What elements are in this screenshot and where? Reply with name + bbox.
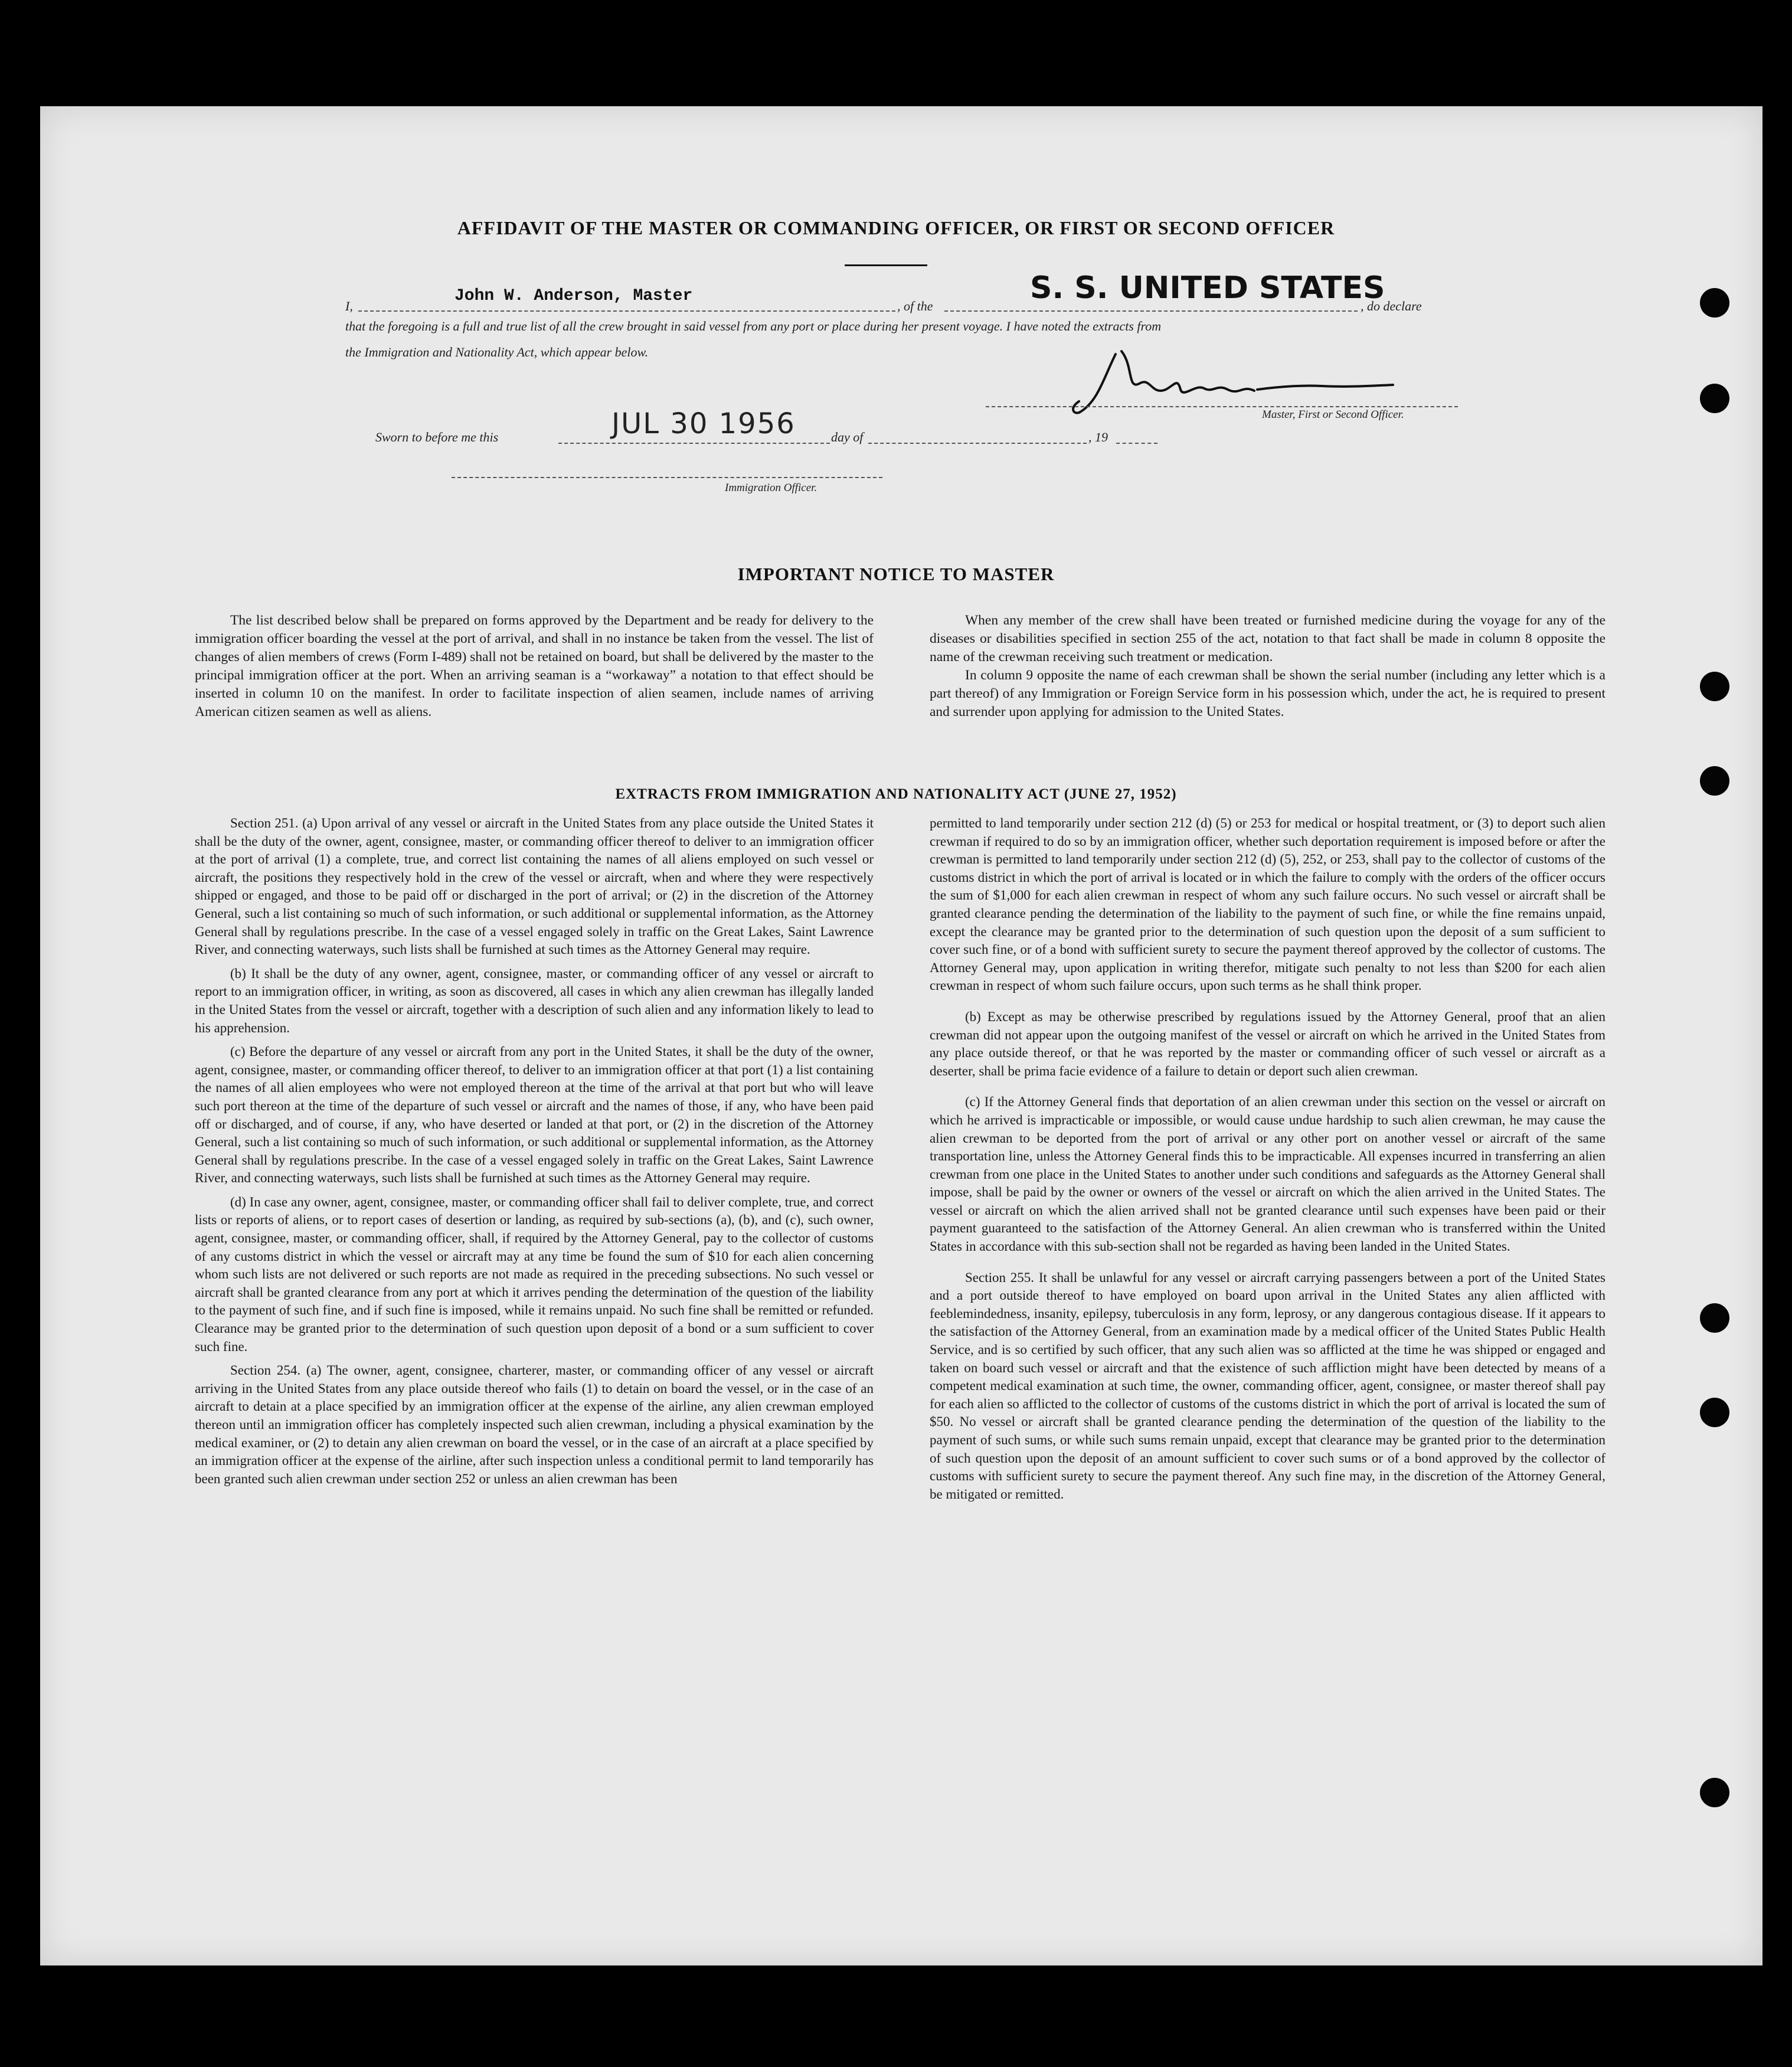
affidavit-title: AFFIDAVIT OF THE MASTER OR COMMANDING OFFICER, OR FIRST OR SECOND OFFICER <box>457 217 1335 238</box>
extracts-right-column <box>930 815 1605 1509</box>
binder-hole <box>1700 1303 1729 1333</box>
signature-caption: Master, First or Second Officer. <box>1262 408 1404 421</box>
section-254a-continued: permitted to land temporarily under section 212 (d) (5) or 253 for medical or hospital treatment, or (3) to deport such alien crewman if required to do so by an immigration officer, whether such deportation requirement is imposed before or after the crewman is permitted to land temporarily under section 212 (d) (5), 252, or 253, shall pay to the collector of customs of the customs district in which the port of arrival is located or in which the failure to comply with the orders of the officer occurs the sum of $1,000 for each alien crewman in respect of whom any such failure occurs. No such vessel or aircraft shall be granted clearance pending the determination of the liability to the payment of such fine, or while the fine remains unpaid, except the clearance may be granted prior to the determination of such question upon the deposit of a sum sufficient to cover such fine, or of a bond with sufficient surety to secure the payment thereof approved by the collector of customs. The Attorney General may, upon application in writing therefor, mitigate such penalty to not less than $200 for each alien crewman in respect of whom such failure occurs, upon such terms as he shall think proper. <box>930 816 1605 993</box>
name-field-line <box>358 310 895 312</box>
notice-title: IMPORTANT NOTICE TO MASTER <box>737 564 1055 584</box>
year-line <box>1116 443 1157 444</box>
binder-hole <box>1700 384 1729 413</box>
notice-left-column <box>195 611 874 727</box>
section-251c: (c) Before the departure of any vessel or aircraft from any port in the United States, it shall be the duty of the owner, agent, consignee, master, or commanding officer thereof, to deliver to an immigration officer at that port (1) a list containing the names of all alien employees who were not employed thereon at the time of the arrival at that port but who will leave such port thereon at the time of the departure of such vessel or aircraft and the names of those, if any, who have been paid off or discharged, and of course, if any, who have deserted or landed at that port, or (2) in the discretion of the Attorney General, such a list containing so much of such information, or such additional or supplemental information, as the Attorney General shall by regulations prescribe. In the case of a vessel engaged solely in traffic on the Great Lakes, Saint Lawrence River, and connecting waterways, such lists shall be furnished at such times as the Attorney General may require. <box>195 1044 874 1186</box>
section-254c: (c) If the Attorney General finds that deportation of an alien crewman under this section on the vessel or aircraft on which he arrived is impracticable or impossible, or would cause undue hardship to such alien crewman, he may cause the alien crewman to be deported from the port of arrival or any other port on another vessel or aircraft of the same transportation line, unless the Attorney General finds this to be impracticable. All expenses incurred in transferring an alien crewman from one place in the United States to another under such conditions and safeguards as the Attorney General shall impose, shall be paid by the owner or owners of the vessel or aircraft on which the alien arrived in the United States. The vessel or aircraft on which the alien arrived shall not be granted clearance until such expenses have been paid or their payment guaranteed to the satisfaction of the Attorney General. An alien crewman who is transferred within the United States in accordance with this sub-section shall not be regarded as having been landed in the United States. <box>930 1094 1605 1254</box>
notice-right-column <box>930 611 1605 727</box>
sworn-date-line <box>558 443 830 444</box>
vessel-field-line <box>944 310 1358 312</box>
officer-name-field: John W. Anderson, Master <box>454 287 693 305</box>
section-251d: (d) In case any owner, agent, consignee, master, or commanding officer shall fail to deliver complete, true, and correct lists or reports of aliens, or to report cases of desertion or landing, as required by sub-sections (a), (b), and (c), such owner, agent, consignee, master, or commanding officer, shall, if required by the Attorney General, pay to the collector of customs of any customs district in which the vessel or aircraft may at any time be found the sum of $10 for each alien concerning whom such lists are not delivered or such reports are not made as required in the preceding subsections. No such vessel or aircraft shall be granted clearance from any port at which it arrives pending the determination of the question of the liability to the payment of such fine, and if such fine is imposed, while it remains unpaid. No such fine shall be remitted or refunded. Clearance may be granted prior to the determination of such question upon deposit of a bond or a sum sufficient to cover such fine. <box>195 1194 874 1354</box>
section-251b: (b) It shall be the duty of any owner, agent, consignee, master, or commanding officer of any vessel or aircraft to report to an immigration officer, in writing, as soon as discovered, all cases in which any alien crewman has illegally landed in the United States from the vessel or aircraft, together with a description of such alien and any information likely to lead to his apprehension. <box>195 966 874 1035</box>
statement-line-1: that the foregoing is a full and true list of all the crew brought in said vessel from any port or place during her present voyage. I have noted the extracts from <box>345 319 1162 333</box>
binder-hole <box>1700 1398 1729 1427</box>
extracts-title: EXTRACTS FROM IMMIGRATION AND NATIONALITY ACT (JUNE 27, 1952) <box>615 786 1177 802</box>
section-254b: (b) Except as may be otherwise prescribed by regulations issued by the Attorney General, proof that an alien crewman did not appear upon the outgoing manifest of the vessel or aircraft on which he arrived in the United States from any place outside thereof, or that he was reported by the master or commanding officer of such vessel or aircraft as a deserter, shall be prima facie evidence of a failure to detain or deport such alien crewman. <box>930 1009 1605 1078</box>
notice-right-paragraph-1: When any member of the crew shall have been treated or furnished medicine during the voyage for any of the diseases or disabilities specified in section 255 of the act, notation to that fact shall be made in column 8 opposite the name of the crewman receiving such treatment or medication. <box>930 613 1605 665</box>
immigration-officer-line <box>452 477 882 478</box>
sworn-date-stamp: JUL 30 1956 <box>611 407 796 440</box>
vessel-name-stamp: S. S. UNITED STATES <box>1030 270 1385 306</box>
immigration-officer-caption: Immigration Officer. <box>725 482 817 494</box>
extracts-left-column <box>195 815 874 1494</box>
declaration-prefix: I, <box>345 299 353 313</box>
of-the-label: , of the <box>897 299 933 313</box>
section-255: Section 255. It shall be unlawful for any vessel or aircraft carrying passengers between a port of the United States and a port outside thereof to have employed on board upon arrival in the United States any alien afflicted with feeblemindedness, insanity, epilepsy, tuberculosis in any form, leprosy, or any dangerous contagious disease. If it appears to the satisfaction of the Attorney General, from an examination made by a medical officer of the United States Public Health Service, and is so certified by such officer, that any such alien was so afflicted at the time he was shipped or engaged and taken on board such vessel or aircraft and that the existence of such affliction might have been detected by means of a competent medical examination at such time, the owner, commanding officer, agent, consignee, or master thereof shall pay for each alien so afflicted to the collector of customs of the customs district in which the port of arrival is located the sum of $50. No vessel or aircraft shall be granted clearance pending the determination of the question of the liability to the payment of such sums, or while such sums remain unpaid, except that clearance may be granted prior to the determination of such question upon the deposit of an amount sufficient to cover such sums or of a bond approved by the collector of customs with sufficient surety to secure the payment thereof. Any such fine may, in the discretion of the Attorney General, be mitigated or remitted. <box>930 1270 1605 1502</box>
sworn-line <box>375 407 1166 449</box>
title-rule <box>845 264 927 266</box>
day-of-label: day of <box>831 430 864 444</box>
declaration-line <box>345 270 1461 318</box>
statement-line-2: the Immigration and Nationality Act, which appear below. <box>345 345 649 359</box>
binder-hole <box>1700 1778 1729 1807</box>
binder-hole <box>1700 288 1729 318</box>
section-254a: Section 254. (a) The owner, agent, consignee, charterer, master, or commanding officer of any vessel or aircraft arriving in the United States from any place outside thereof who fails (1) to detain on board the vessel, or in the case of an aircraft to detain at a place specified by an immigration officer at the expense of the airline, any alien crewman employed thereon until an immigration officer has completely inspected such alien crewman, including a physical examination by the medical examiner, or (2) to detain any alien crewman on board the vessel, or in the case of an aircraft at a place specified by an immigration officer at the expense of the airline, after such inspection unless a conditional permit to land temporarily has been granted such alien crewman under section 252 or unless an alien crewman has been <box>195 1363 874 1486</box>
sworn-prefix: Sworn to before me this <box>375 430 499 444</box>
notice-right-paragraph-2: In column 9 opposite the name of each crewman shall be shown the serial number (including any letter which is a part thereof) of any Immigration or Foreign Service form in his possession which, under the act, he is required to present and surrender upon applying for admission to the United States. <box>930 668 1605 719</box>
notice-left-paragraph: The list described below shall be prepared on forms approved by the Department and be ready for delivery to the immigration officer boarding the vessel at the port of arrival, and shall in no instance be taken from the vessel. The list of changes of alien members of crews (Form I-489) shall not be retained on board, but shall be delivered by the master to the principal immigration officer at the port. When an arriving seaman is a “workaway” a notation to that effect should be inserted in column 10 on the manifest. In order to facilitate inspection of alien seamen, include names of arriving American citizen seamen as well as aliens. <box>195 613 874 719</box>
year-prefix: , 19 <box>1088 430 1108 444</box>
do-declare-label: , do declare <box>1361 299 1422 313</box>
section-251a: Section 251. (a) Upon arrival of any vessel or aircraft in the United States from any place outside the United States it shall be the duty of the owner, agent, consignee, master, or commanding officer thereof to deliver to an immigration officer at the port of arrival (1) a complete, true, and correct list containing the names of all aliens employed on such vessel or aircraft, the positions they respectively hold in the crew of the vessel or aircraft, when and where they were respectively shipped or engaged, and those to be paid off or discharged in the port of arrival; or (2) in the discretion of the Attorney General, such a list containing so much of such information, or such additional or supplemental information, as the Attorney General shall by regulations prescribe. In the case of a vessel engaged solely in traffic on the Great Lakes, Saint Lawrence River, and connecting waterways, such lists shall be furnished at such times as the Attorney General may require. <box>195 816 874 957</box>
month-line <box>868 443 1087 444</box>
binder-hole <box>1700 672 1729 701</box>
